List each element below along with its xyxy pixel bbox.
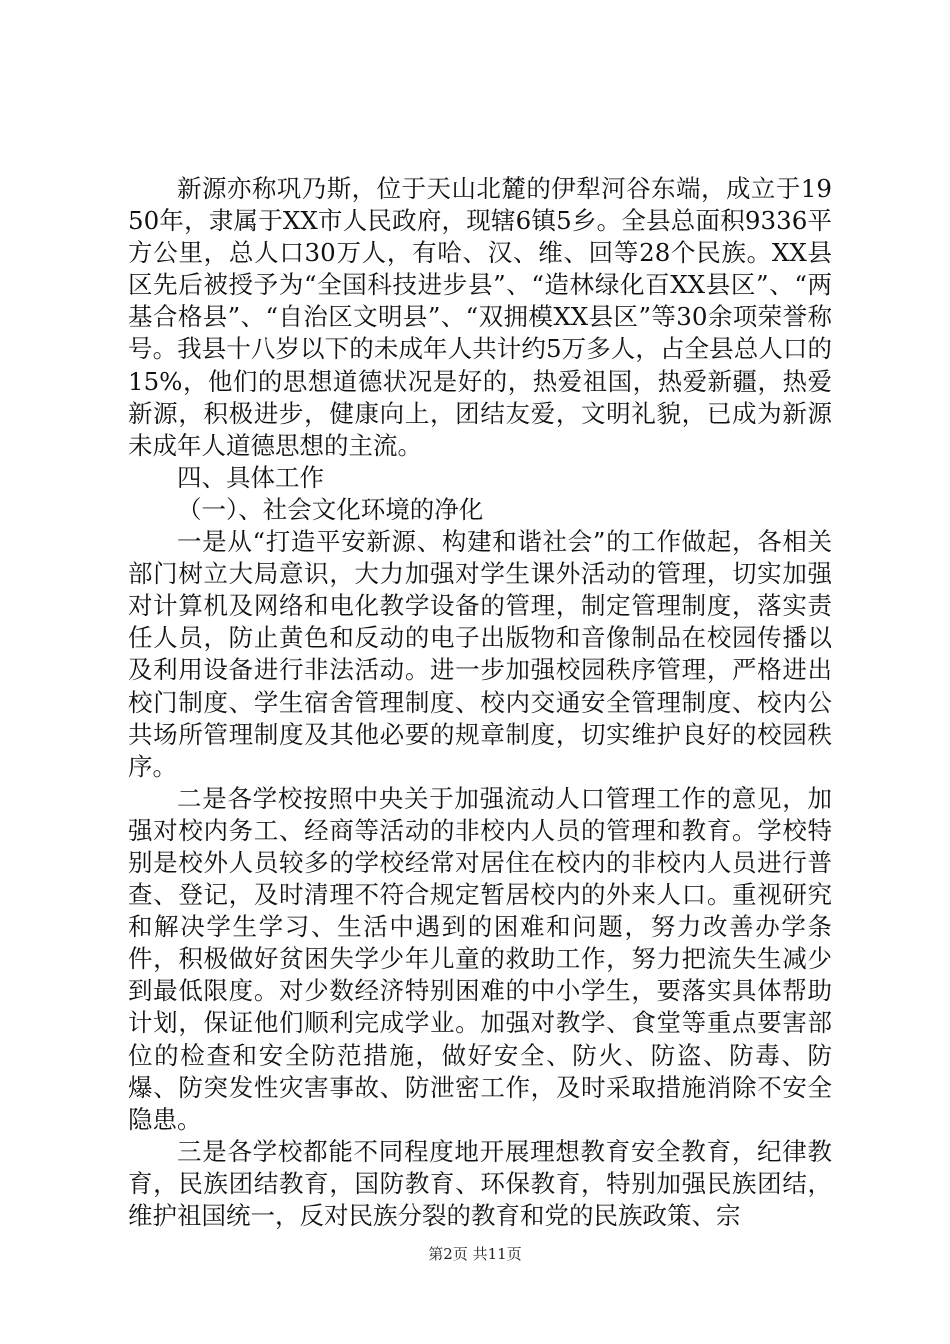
paragraph-item-1: 一是从“打造平安新源、构建和谐社会”的工作做起，各相关部门树立大局意识，大力加强对学生课外活动的管理，切实加强对计算机及网络和电化教学设备的管理，制定管理制度，落实责任人员，防止黄色和反动的电子出版物和音像制品在校园传播以及利用设备进行非法活动。进一步加强校园秩序管理，严格进出校门制度、学生宿舍管理制度、校内交通安全管理制度、校内公共场所管理制度及其他必要的规章制度，切实维护良好的校园秩序。 [128,527,832,781]
paragraph-item-3: 三是各学校都能不同程度地开展理想教育安全教育，纪律教育，民族团结教育，国防教育、环保教育，特别加强民族团结，维护祖国统一，反对民族分裂的教育和党的民族政策、宗 [128,1136,832,1230]
paragraph-item-2: 二是各学校按照中央关于加强流动人口管理工作的意见，加强对校内务工、经商等活动的非校内人员的管理和教育。学校特别是校外人员较多的学校经常对居住在校内的非校内人员进行普查、登记，及时清理不符合规定暂居校内的外来人口。重视研究和解决学生学习、生活中遇到的困难和问题，努力改善办学条件，积极做好贫困失学少年儿童的救助工作，努力把流失生减少到最低限度。对少数经济特别困难的中小学生，要落实具体帮助计划，保证他们顺利完成学业。加强对教学、食堂等重点要害部位的检查和安全防范措施，做好安全、防火、防盗、防毒、防爆、防突发性灾害事故、防泄密工作，及时采取措施消除不安全隐患。 [128,783,832,1134]
section-heading: 四、具体工作 [177,462,324,492]
subsection-heading: （一）、社会文化环境的净化 [177,494,484,524]
paragraph-overview: 新源亦称巩乃斯，位于天山北麓的伊犁河谷东端，成立于1950年，隶属于XX市人民政府，现辖6镇5乡。全县总面积9336平方公里，总人口30万人，有哈、汉、维、回等28个民族。XX县区先后被授予为“全国科技进步县”、“造林绿化百XX县区”、“两基合格县”、“自治区文明县”、“双拥模XX县区”等30余项荣誉称号。我县十八岁以下的未成年人共计约5万多人，占全县总人口的15%，他们的思想道德状况是好的，热爱祖国，热爱新疆，热爱新源，积极进步，健康向上，团结友爱，文明礼貌，已成为新源未成年人道德思想的主流。 [128,174,832,460]
document-body [128,173,832,1232]
page-footer: 第2页 共11页 [428,1245,522,1263]
